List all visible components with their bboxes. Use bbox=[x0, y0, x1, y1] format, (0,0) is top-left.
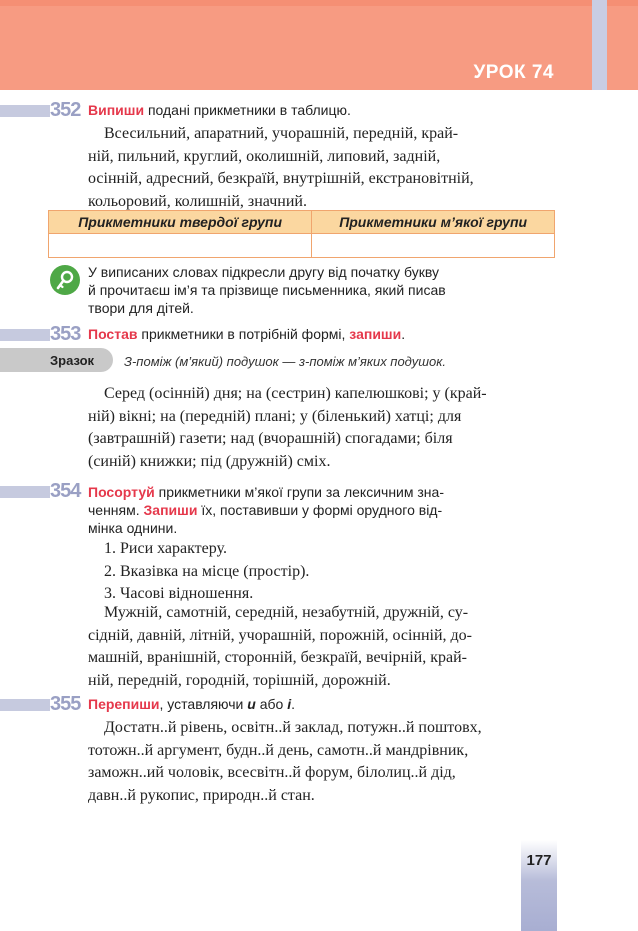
task-text: подані прикметники в таблицю. bbox=[144, 102, 351, 118]
list-item: 2. Вказівка на місце (простір). bbox=[104, 562, 310, 580]
task-text: . bbox=[401, 326, 406, 342]
right-margin-band bbox=[592, 0, 607, 90]
lesson-title: УРОК 74 bbox=[473, 62, 554, 83]
text-line: Мужній, самотній, середній, незабутній, дружній, су- bbox=[104, 604, 469, 621]
text-line: тотожн..й аргумент, будн..й день, самотн..й мандрівник, bbox=[88, 741, 469, 759]
task-text: ченням. bbox=[88, 502, 144, 518]
list-item: 1. Риси характеру. bbox=[104, 540, 227, 557]
table-cell-hard-group[interactable] bbox=[49, 234, 312, 258]
adjectives-table bbox=[48, 210, 555, 258]
text-line: давн..й рукопис, природн..й стан. bbox=[88, 786, 315, 804]
text-line: ній, передній, городній, торішній, дорожній. bbox=[88, 671, 391, 689]
text-line: Достатн..й рівень, освітн..й заклад, потужн..й поштовх, bbox=[104, 719, 482, 736]
task-text: . bbox=[291, 696, 295, 712]
exercise-354-text bbox=[88, 602, 554, 692]
text-line: Серед (осінній) дня; на (сестрин) капелюшкові; у (край- bbox=[104, 385, 487, 402]
text-line: ній, пильний, круглий, околишній, липовий, задній, bbox=[88, 147, 441, 165]
note-line: У виписаних словах підкресли другу від початку букву bbox=[88, 264, 439, 280]
text-line: кольоровий, колишній, значний. bbox=[88, 192, 307, 210]
page-number: 177 bbox=[526, 852, 552, 869]
task-command: запиши bbox=[349, 326, 402, 342]
exercise-354-list bbox=[104, 538, 309, 606]
task-command: Перепиши bbox=[88, 696, 160, 712]
exercise-number: 352 bbox=[50, 99, 81, 121]
note-line: твори для дітей. bbox=[88, 300, 194, 316]
exercise-354-heading bbox=[0, 482, 600, 540]
letter-i-ukr: и bbox=[247, 696, 256, 712]
exercise-task bbox=[88, 102, 351, 118]
exercise-stripe bbox=[0, 486, 50, 498]
exercise-353-heading bbox=[0, 325, 600, 345]
table-header-hard-group: Прикметники твердої групи bbox=[49, 211, 312, 234]
exercise-stripe bbox=[0, 329, 50, 341]
exercise-355-heading bbox=[0, 695, 600, 715]
text-line: машній, вранішній, сторонній, безкраїй, вечірній, край- bbox=[88, 649, 467, 666]
text-line: (завтрашній) газети; над (вчорашній) спогадами; біля bbox=[88, 430, 453, 447]
text-line: заможн..ий чоловік, всесвітн..й форум, білолиц..й дід, bbox=[88, 764, 456, 781]
text-line: сідній, давній, літній, учорашній, порожній, осінній, до- bbox=[88, 626, 472, 644]
text-line: ній) вікні; на (передній) плані; у (біленький) хатці; для bbox=[88, 407, 462, 425]
exercise-task bbox=[88, 483, 528, 537]
exercise-number: 354 bbox=[50, 480, 81, 502]
exercise-number: 353 bbox=[50, 323, 81, 345]
task-command: Постав bbox=[88, 326, 138, 342]
exercise-number: 355 bbox=[50, 693, 81, 715]
table-header-soft-group: Прикметники м’якої групи bbox=[312, 211, 555, 234]
task-command: Посортуй bbox=[88, 484, 155, 500]
text-line: (синій) книжки; під (дружній) сміх. bbox=[88, 452, 331, 470]
sample-text: З-поміж (м’який) подушок — з-поміж м’яких подушок. bbox=[124, 354, 446, 369]
text-line: осінній, адресний, безкраїй, внутрішній, екстрановітній, bbox=[88, 170, 474, 187]
key-icon bbox=[50, 265, 80, 295]
exercise-355-text bbox=[88, 717, 554, 807]
task-text: або bbox=[255, 696, 288, 712]
exercise-352-note bbox=[88, 263, 520, 317]
list-item: 3. Часові відношення. bbox=[104, 585, 254, 602]
text-line: Всесильний, апаратний, учорашній, передній, край- bbox=[104, 125, 459, 142]
note-line: й прочитаєш ім’я та прізвище письменника, який писав bbox=[88, 282, 446, 298]
task-command: Запиши bbox=[143, 502, 198, 518]
header-top-strip bbox=[0, 0, 638, 6]
exercise-task bbox=[88, 326, 405, 342]
letter-i-dot: і bbox=[287, 696, 292, 712]
sample-label: Зразок bbox=[50, 353, 95, 368]
task-text: прикметники м’якої групи за лексичним зна- bbox=[154, 484, 444, 500]
exercise-task bbox=[88, 696, 295, 712]
task-command: Випиши bbox=[88, 102, 145, 118]
exercise-352-heading bbox=[0, 101, 600, 121]
task-text: , уставляючи bbox=[159, 696, 248, 712]
task-text: мінка однини. bbox=[88, 520, 178, 536]
task-text: прикметники в потрібній формі, bbox=[137, 326, 350, 342]
exercise-352-text bbox=[88, 123, 554, 213]
task-text: їх, поставивши у формі орудного від- bbox=[197, 502, 443, 518]
exercise-stripe bbox=[0, 105, 50, 117]
exercise-353-text bbox=[88, 383, 554, 473]
table-cell-soft-group[interactable] bbox=[312, 234, 555, 258]
exercise-stripe bbox=[0, 699, 50, 711]
